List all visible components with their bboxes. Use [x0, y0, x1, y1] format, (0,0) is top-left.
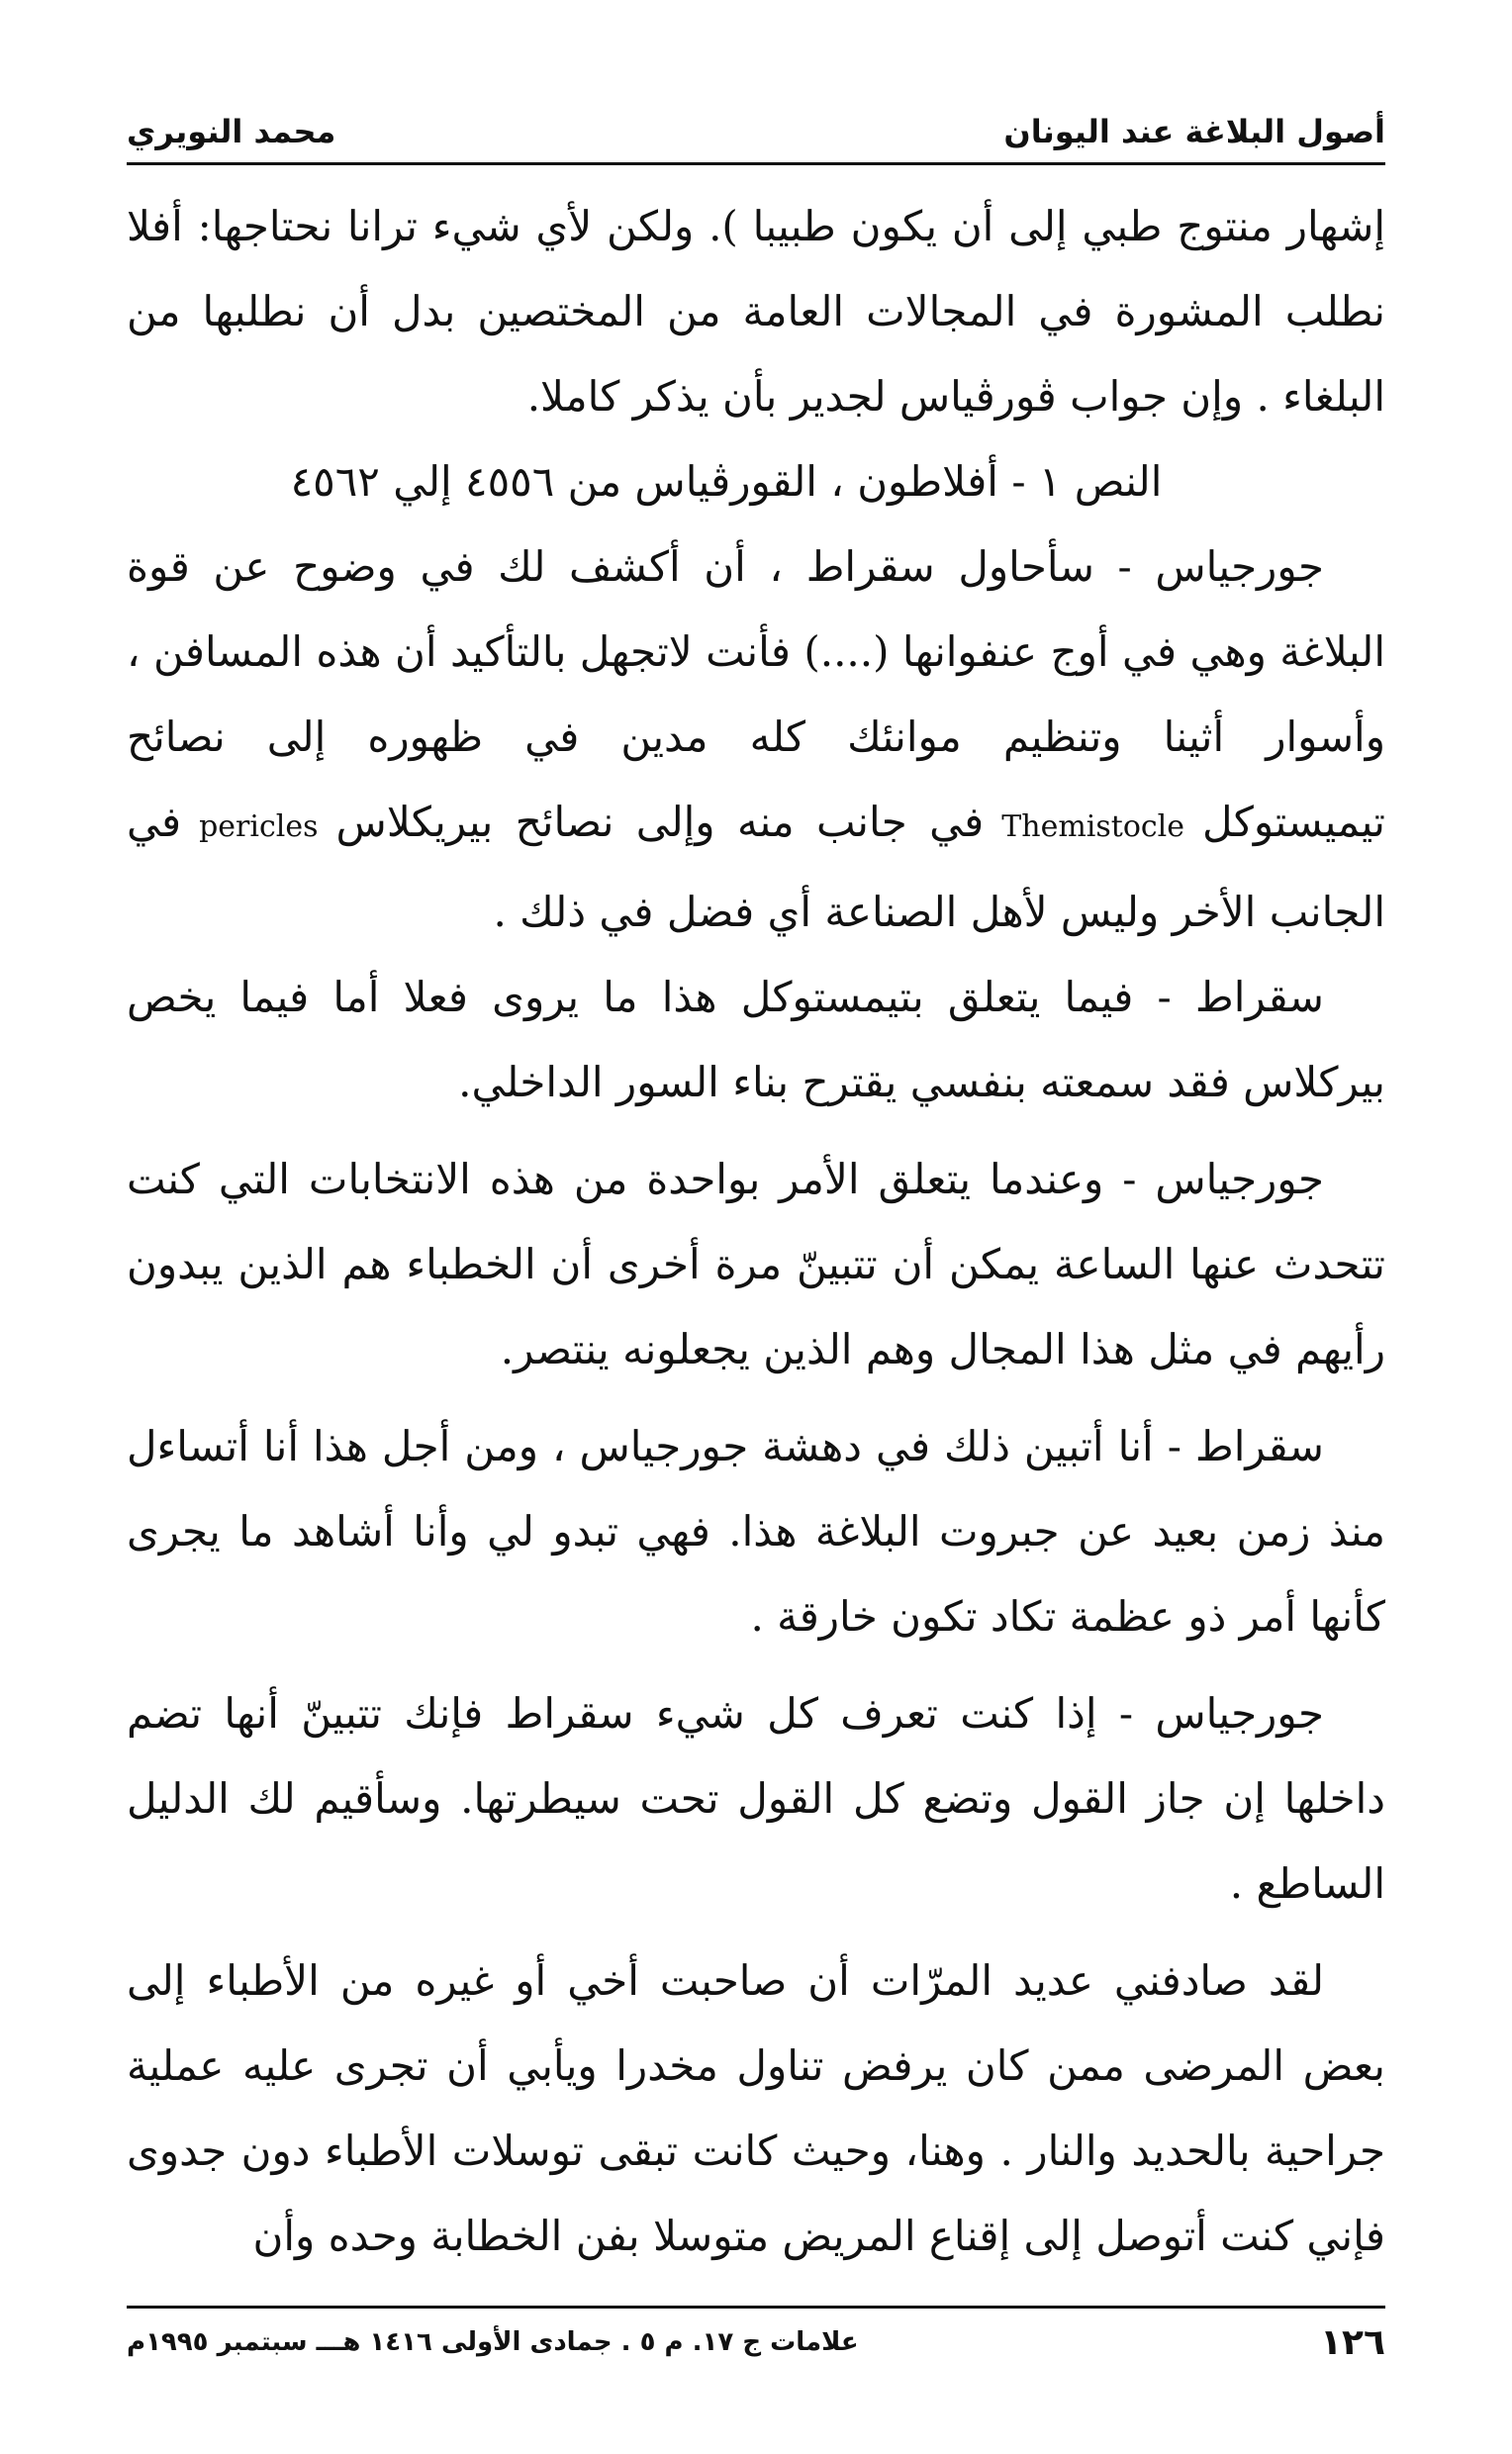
footer-rule	[127, 2306, 1385, 2309]
paragraph-intro: إشهار منتوج طبي إلى أن يكون طبيبا ). ولكن لأي شيء ترانا نحتاجها: أفلا نطلب المشورة في المجالات العامة من المختصين بدل أن نطلبها من البلغاء . وإن جواب ڤورڤياس لجدير بأن يذكر كاملا.	[127, 202, 1385, 421]
gorgias-1-text-c: في الجانب الأخر وليس لأهل الصناعة أي فضل في ذلك .	[127, 798, 1385, 936]
paragraph-gorgias-2: جورجياس - وعندما يتعلق الأمر بواحدة من هذه الانتخابات التي كنت تتحدث عنها الساعة يمكن أن تتبينّ مرة أخرى أن الخطباء هم الذين يبدون رأيهم في مثل هذا المجال وهم الذين يجعلونه ينتصر.	[127, 1155, 1385, 1373]
book-title: أصول البلاغة عند اليونان	[1003, 113, 1385, 150]
paragraph-socrates-2: سقراط - أنا أتبين ذلك في دهشة جورجياس ، ومن أجل هذا أنا أتساءل منذ زمن بعيد عن جبروت البلاغة هذا. فهي تبدو لي وأنا أشاهد ما يجرى كأنها أمر ذو عظمة تكاد تكون خارقة .	[127, 1422, 1385, 1641]
running-footer	[127, 2317, 1385, 2367]
paragraph-socrates-1: سقراط - فيما يتعلق بتيمستوكل هذا ما يروى فعلا أما فيما يخص بيركلاس فقد سمعته بنفسي يقترح بناء السور الداخلي.	[127, 973, 1385, 1106]
gorgias-1-text-a: جورجياس - سأحاول سقراط ، أن أكشف لك في وضوح عن قوة البلاغة وهي في أوج عنفوانها (....) فأنت لاتجهل بالتأكيد أن هذه المسافن ، وأسوار أثينا وتنظيم موانئك كله مدين في ظهوره إلى نصائح تيميستوكل	[127, 542, 1385, 846]
paragraph-gorgias-1	[127, 524, 1385, 955]
latin-pericles: pericles	[199, 809, 319, 844]
page-number: ١٢٦	[1320, 2321, 1385, 2363]
paragraph-gorgias-4: لقد صادفني عديد المرّات أن صاحبت أخي أو غيره من الأطباء إلى بعض المرضى ممن كان يرفض تناول مخدرا ويأبي أن تجرى عليه عملية جراحية بالحديد والنار . وهنا، وحيث كانت تبقى توسلات الأطباء دون جدوى فإني كنت أتوصل إلى إقناع المريض متوسلا بفن الخطابة وحده وأن	[127, 1956, 1385, 2260]
latin-themistocle: Themistocle	[1001, 809, 1185, 844]
header-rule	[127, 162, 1385, 165]
main-text	[127, 184, 1385, 2279]
paragraph-gorgias-3: جورجياس - إذا كنت تعرف كل شيء سقراط فإنك تتبينّ أنها تضم داخلها إن جاز القول وتضع كل القول تحت سيطرتها. وسأقيم لك الدليل الساطع .	[127, 1689, 1385, 1908]
running-header	[127, 91, 1385, 150]
gorgias-1-text-b: في جانب منه وإلى نصائح بيريكلاس	[335, 798, 985, 846]
quotation-heading: النص ١ - أفلاطون ، القورڤياس من ٤٥٥٦ إلي ٤٥٦٢	[290, 457, 1163, 506]
author-name: محمد النويري	[127, 113, 336, 150]
journal-info: علامات ج ١٧. م ٥ . جمادى الأولى ١٤١٦ هـــ سبتمبر ١٩٩٥م	[127, 2327, 859, 2357]
